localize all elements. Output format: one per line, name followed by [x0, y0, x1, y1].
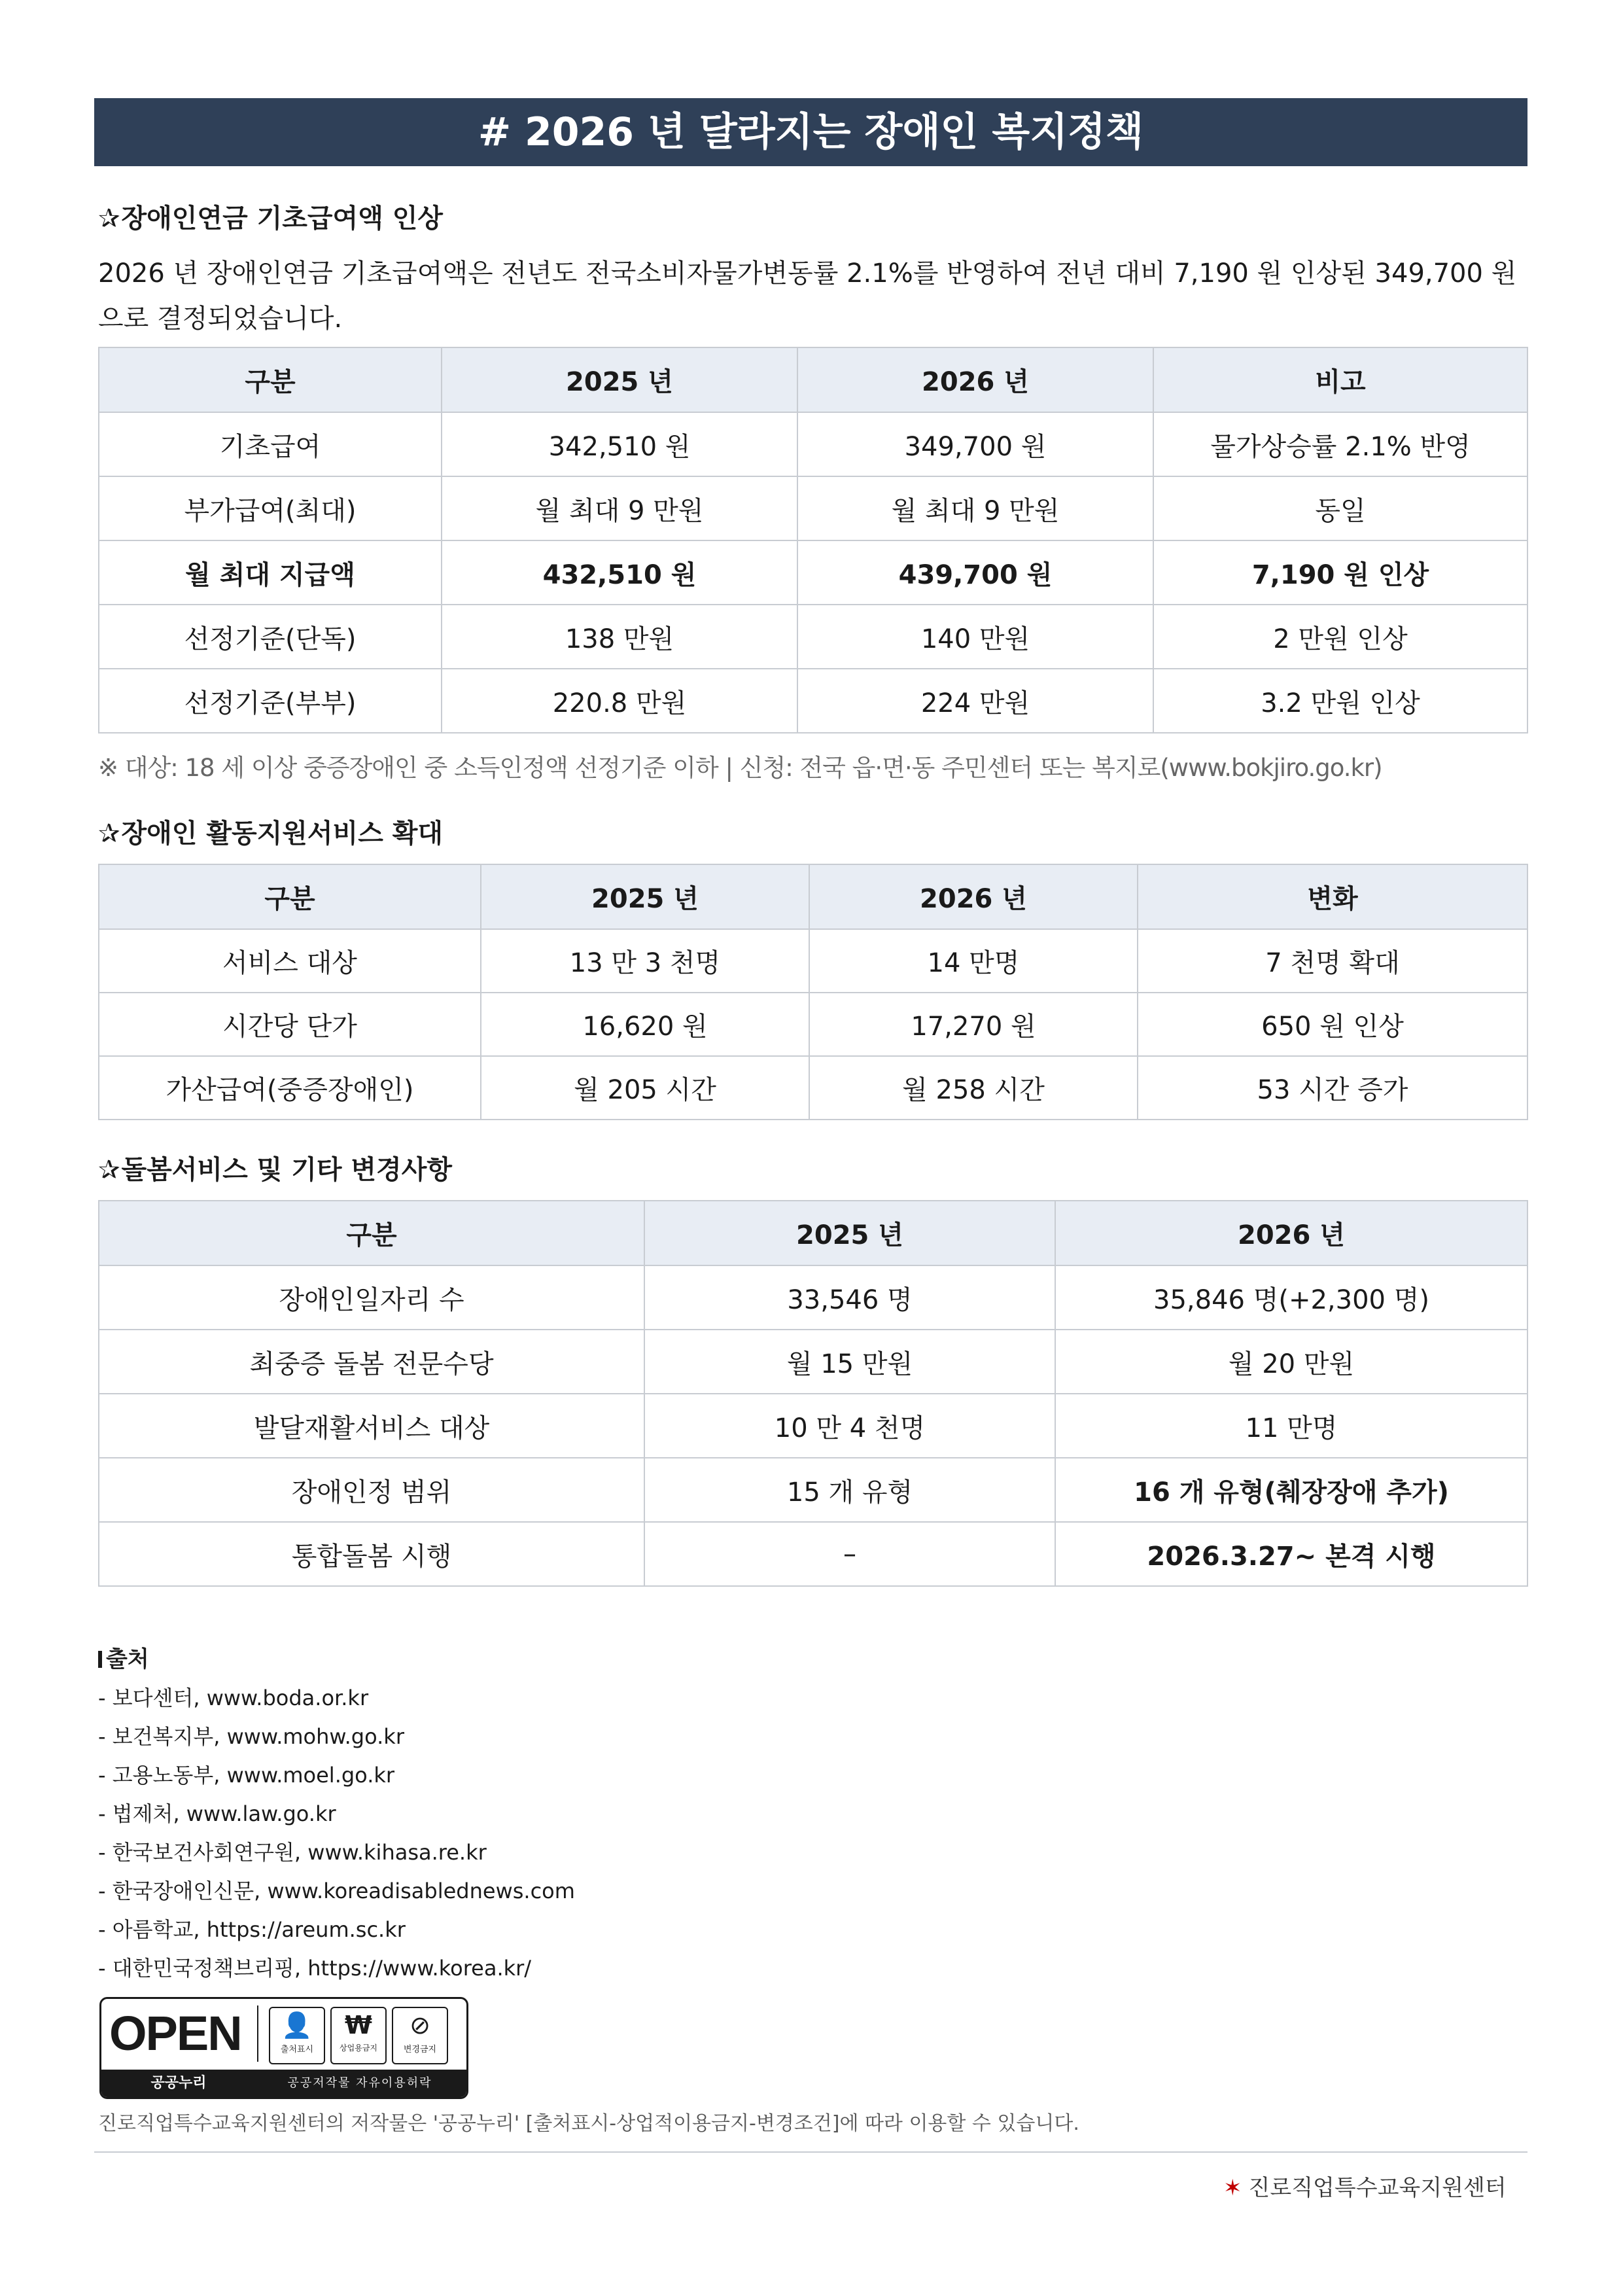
table-cell: 서비스 대상 [99, 929, 481, 993]
table-cell: 장애인일자리 수 [99, 1265, 644, 1330]
sources-list [98, 1679, 575, 1988]
table-cell: 가산급여(중증장애인) [99, 1056, 481, 1120]
header-cell: 2026 년 [809, 864, 1138, 929]
table-cell: 224 만원 [797, 669, 1153, 733]
no-change-icon: ⊘ [410, 2011, 430, 2040]
table-cell: 3.2 만원 인상 [1153, 669, 1527, 733]
table-cell: 342,510 원 [442, 412, 797, 476]
table-cell: 432,510 원 [442, 540, 797, 605]
source-item: - 대한민국정책브리핑, https://www.korea.kr/ [98, 1956, 532, 1981]
source-item: - 법제처, www.law.go.kr [98, 1801, 336, 1826]
table-cell: 349,700 원 [797, 412, 1153, 476]
table-cell: 17,270 원 [809, 993, 1138, 1056]
table-cell: 월 최대 9 만원 [442, 476, 797, 540]
table-row [99, 476, 1527, 540]
table-cell: 물가상승률 2.1% 반영 [1153, 412, 1527, 476]
table-cell: 15 개 유형 [644, 1458, 1055, 1522]
table-row [99, 1265, 1527, 1330]
table-cell: 통합돌봄 시행 [99, 1522, 644, 1586]
section1-paragraph-line1: 2026 년 장애인연금 기초급여액은 전년도 전국소비자물가변동률 2.1%를 반영하여 전년 대비 7,190 원 인상된 349,700 원 [98, 258, 1517, 289]
table-row [99, 1522, 1527, 1586]
table-cell: 월 205 시간 [481, 1056, 809, 1120]
bar-icon [98, 1651, 102, 1668]
open-logo [101, 1999, 256, 2070]
table-cell-highlight: 439,700 원 [797, 540, 1153, 605]
noncommercial-badge [330, 2007, 387, 2064]
table-row [99, 669, 1527, 733]
section3-heading-text: 돌봄서비스 및 기타 변경사항 [121, 1155, 452, 1185]
table-cell: 35,846 명(+2,300 명) [1055, 1265, 1527, 1330]
source-item: - 아름학교, https://areum.sc.kr [98, 1917, 406, 1942]
sources-heading-text: 출처 [106, 1646, 149, 1672]
table-cell: 월 최대 지급액 [99, 540, 442, 605]
table-cell: 7,190 원 인상 [1153, 540, 1527, 605]
table-cell: 최중증 돌봄 전문수당 [99, 1330, 644, 1394]
header-cell: 2026 년 [1055, 1201, 1527, 1265]
noncommercial-badge-label: 상업용금지 [340, 2043, 377, 2053]
table-cell: 선정기준(부부) [99, 669, 442, 733]
section1-heading [98, 198, 443, 235]
source-item: - 고용노동부, www.moel.go.kr [98, 1763, 395, 1788]
center-logo-icon: ✶ [1223, 2175, 1242, 2201]
table-cell: 월 최대 9 만원 [797, 476, 1153, 540]
table-cell: 발달재활서비스 대상 [99, 1394, 644, 1458]
noderivatives-badge [392, 2007, 448, 2064]
star-icon: ✰ [98, 1155, 120, 1185]
table-row [99, 929, 1527, 993]
table-row [99, 993, 1527, 1056]
table-row [99, 1458, 1527, 1522]
table-cell: 7 천명 확대 [1138, 929, 1527, 993]
table-cell: 140 만원 [797, 605, 1153, 669]
table-cell-highlight: 2026.3.27~ 본격 시행 [1055, 1522, 1527, 1586]
header-cell: 구분 [99, 1201, 644, 1265]
table-row [99, 412, 1527, 476]
section2-heading-text: 장애인 활동지원서비스 확대 [121, 819, 444, 849]
table-cell: 장애인정 범위 [99, 1458, 644, 1522]
table-header-row [99, 1201, 1527, 1265]
section1-heading-text: 장애인연금 기초급여액 인상 [121, 203, 444, 234]
header-cell: 변화 [1138, 864, 1527, 929]
activity-support-table [98, 864, 1528, 1120]
header-cell: 구분 [99, 864, 481, 929]
table-cell: 월 258 시간 [809, 1056, 1138, 1120]
header-cell: 2025 년 [481, 864, 809, 929]
table-cell: 220.8 만원 [442, 669, 797, 733]
table-cell: 동일 [1153, 476, 1527, 540]
footer-org-name: 진로직업특수교육지원센터 [1248, 2175, 1507, 2201]
footer-divider [94, 2151, 1527, 2153]
table-cell: 16,620 원 [481, 993, 809, 1056]
table-cell: 13 만 3 천명 [481, 929, 809, 993]
table-cell: 53 시간 증가 [1138, 1056, 1527, 1120]
table-cell: 2 만원 인상 [1153, 605, 1527, 669]
table-cell: 기초급여 [99, 412, 442, 476]
table-row [99, 1394, 1527, 1458]
sources-heading [98, 1641, 149, 1673]
section1-paragraph-line2: 으로 결정되었습니다. [98, 304, 343, 334]
table-cell: 11 만명 [1055, 1394, 1527, 1458]
header-cell: 2025 년 [442, 347, 797, 412]
page-title: # 2026 년 달라지는 장애인 복지정책 [94, 98, 1527, 166]
logo-divider [257, 2005, 258, 2062]
source-item: - 한국장애인신문, www.koreadisablednews.com [98, 1879, 575, 1903]
table-cell: 시간당 단가 [99, 993, 481, 1056]
section3-heading [98, 1149, 452, 1186]
noderivatives-badge-label: 변경금지 [403, 2045, 437, 2055]
kogl-license-logo [99, 1997, 468, 2099]
section1-note: ※ 대상: 18 세 이상 중증장애인 중 소득인정액 선정기준 이하 | 신청: 전국 읍·면·동 주민센터 또는 복지로(www.bokjiro.go.kr) [98, 754, 1382, 782]
header-cell: 비고 [1153, 347, 1527, 412]
table-row-highlight [99, 540, 1527, 605]
won-icon: ₩ [345, 2011, 372, 2040]
logo-footer-bar [101, 2070, 466, 2097]
license-text: 진로직업특수교육지원센터의 저작물은 '공공누리' [출처표시-상업적이용금지-변경조건]에 따라 이용할 수 있습니다. [98, 2112, 1079, 2135]
table-cell: 부가급여(최대) [99, 476, 442, 540]
person-icon: 👤 [281, 2011, 313, 2040]
pension-table [98, 347, 1528, 733]
kogl-name: 공공누리 [150, 2075, 207, 2091]
section2-heading [98, 813, 443, 850]
table-cell: 650 원 인상 [1138, 993, 1527, 1056]
table-cell-bold: 16 개 유형(췌장장애 추가) [1055, 1458, 1527, 1522]
open-logo-text: OPEN [109, 2006, 241, 2060]
header-cell: 구분 [99, 347, 442, 412]
table-header-row [99, 347, 1527, 412]
table-cell: 선정기준(단독) [99, 605, 442, 669]
footer-org [1223, 2170, 1507, 2202]
source-item: - 보건복지부, www.mohw.go.kr [98, 1724, 404, 1749]
star-icon: ✰ [98, 203, 120, 234]
table-cell: 14 만명 [809, 929, 1138, 993]
table-header-row [99, 864, 1527, 929]
table-cell: 138 만원 [442, 605, 797, 669]
table-row [99, 1056, 1527, 1120]
table-cell: 10 만 4 천명 [644, 1394, 1055, 1458]
table-cell: 33,546 명 [644, 1265, 1055, 1330]
star-icon: ✰ [98, 819, 120, 849]
source-item: - 한국보건사회연구원, www.kihasa.re.kr [98, 1840, 487, 1865]
table-cell: 월 20 만원 [1055, 1330, 1527, 1394]
table-cell: 월 15 만원 [644, 1330, 1055, 1394]
header-cell: 2025 년 [644, 1201, 1055, 1265]
attribution-badge [269, 2007, 325, 2064]
attribution-badge-label: 출처표시 [280, 2045, 314, 2055]
source-item: - 보다센터, www.boda.or.kr [98, 1686, 369, 1710]
header-cell: 2026 년 [797, 347, 1153, 412]
table-row [99, 605, 1527, 669]
table-row [99, 1330, 1527, 1394]
care-services-table [98, 1200, 1528, 1587]
table-cell: – [644, 1522, 1055, 1586]
kogl-subtitle: 공공저작물 자유이용허락 [287, 2076, 432, 2090]
